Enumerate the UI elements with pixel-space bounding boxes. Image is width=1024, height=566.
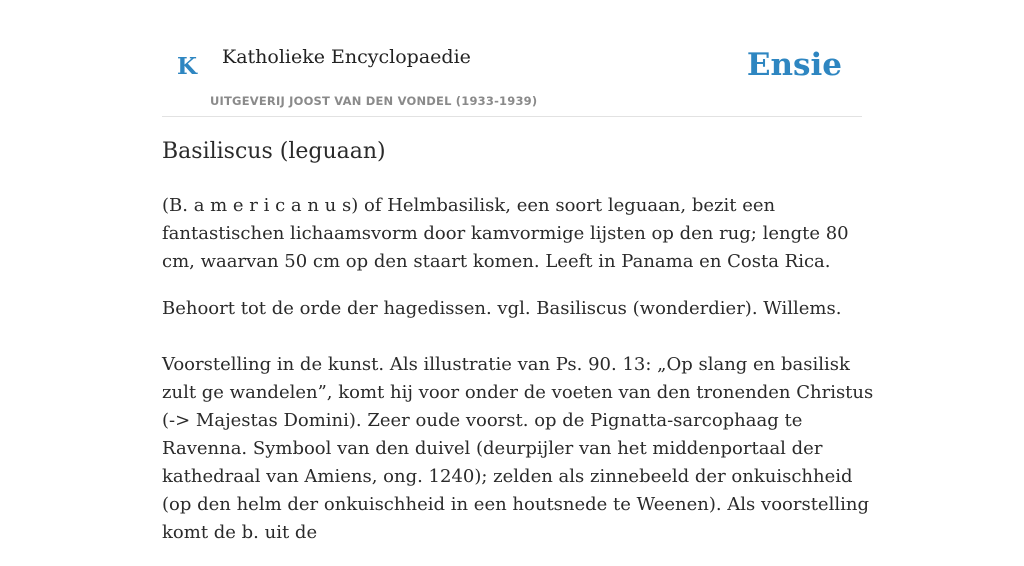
article-title: Basiliscus (leguaan) — [162, 139, 386, 164]
brand-logo[interactable]: Ensie — [746, 47, 842, 83]
article-body — [162, 192, 874, 566]
paragraph-art: Voorstelling in de kunst. Als illustratie van Ps. 90. 13: „Op slang en basilisk zult ge wandelen”, komt hij voor onder de voeten van den tronenden Christus (-> Majestas Domini). Zeer oude voorst. op de Pignatta-sarcophaag te Ravenna. Symbool van den duivel (deurpijler van het middenportaal der kathedraal van Amiens, ong. 1240); zelden als zinnebeeld der onkuischheid (op den helm der onkuischheid in een houtsnede te Weenen). Als voorstelling komt de b. uit de — [162, 354, 874, 543]
paragraph-description: (B. a m e r i c a n u s) of Helmbasilisk, een soort leguaan, bezit een fantastischen lichaamsvorm door kamvormige lijsten op den rug; lengte 80 cm, waarvan 50 cm op den staart komen. Leeft in Panama en Costa Rica. — [162, 195, 849, 272]
logo-icon[interactable]: K — [177, 53, 197, 80]
publisher-subtitle: UITGEVERIJ JOOST VAN DEN VONDEL (1933-1939) — [210, 94, 538, 108]
paragraph-classification: Behoort tot de orde der hagedissen. vgl. Basiliscus (wonderdier). Willems. — [162, 298, 842, 319]
page — [162, 0, 874, 543]
site-header — [162, 0, 862, 117]
site-title[interactable]: Katholieke Encyclopaedie — [222, 46, 471, 68]
